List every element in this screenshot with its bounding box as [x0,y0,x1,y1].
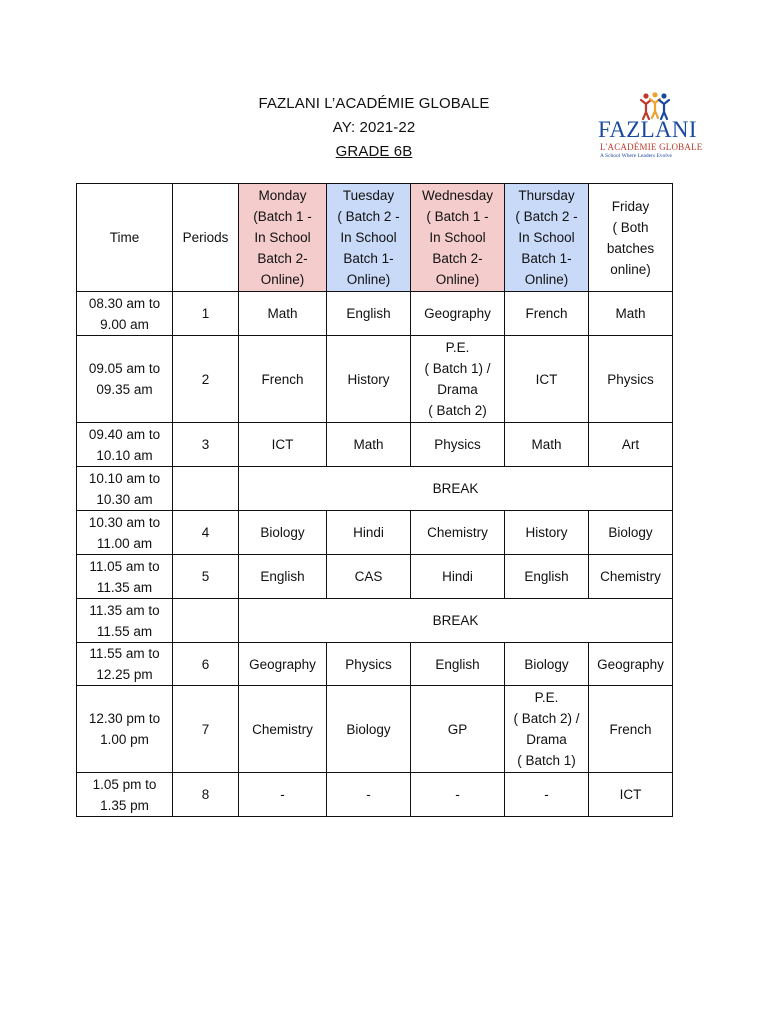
cell-line: Wednesday [421,188,494,203]
cell-line: Hindi [353,525,384,540]
thursday-cell [505,336,589,423]
cell-line: Biology [608,525,653,540]
table-row [77,511,673,555]
thursday-cell [505,555,589,599]
time-cell [77,467,173,511]
cell-line: 12.30 pm to [88,711,161,726]
header-monday [239,184,327,292]
time-cell [77,292,173,336]
logo-tagline: A School Where Leaders Evolve [600,153,672,159]
academic-year: AY: 2021-22 [332,119,416,136]
table-row [77,555,673,599]
cell-line: Geography [249,656,316,672]
figures-logo-icon [640,92,670,120]
wednesday-cell [411,686,505,773]
monday-cell [239,643,327,686]
header-time: Time [77,184,173,292]
cell-line: Drama [437,382,478,397]
cell-line: Tuesday [342,188,395,203]
cell-line: Batch 2- [432,251,483,266]
cell-line: Chemistry [252,721,313,737]
thursday-cell [505,773,589,817]
header-thursday [505,184,589,292]
cell-line: 10.10 am to [88,470,161,486]
cell-line: Online) [435,272,480,287]
period-cell [173,599,239,643]
thursday-cell [505,292,589,336]
cell-line: ICT [271,437,294,452]
cell-line: Online) [260,272,305,287]
time-cell [77,686,173,773]
tuesday-cell [327,511,411,555]
cell-line: Biology [524,656,569,672]
friday-cell [589,686,673,773]
cell-line: 09.40 am to [88,426,161,442]
wednesday-cell [411,555,505,599]
cell-line: French [525,306,568,321]
monday-cell [239,773,327,817]
cell-line: Online) [346,272,391,287]
cell-line: Math [267,306,298,321]
cell-line: In School [518,230,575,245]
period-cell: 5 [173,555,239,599]
monday-cell [239,555,327,599]
cell-line: 1.35 pm [100,797,149,813]
cell-line: History [347,371,390,387]
logo-subtitle: L'ACADÉMIE GLOBALE [600,142,703,152]
cell-line: P.E. [534,690,559,705]
friday-cell [589,773,673,817]
cell-line: Chemistry [600,569,661,584]
cell-line: 1.00 pm [100,732,149,747]
cell-line: French [261,371,304,387]
tuesday-cell [327,555,411,599]
cell-line: 11.55 am [96,623,153,639]
break-row [77,599,673,643]
cell-line: ICT [619,787,642,802]
cell-line: Drama [526,732,567,747]
table-row [77,336,673,423]
wednesday-cell [411,292,505,336]
cell-line: 11.05 am to [89,558,160,574]
cell-line: Biology [260,525,305,540]
break-cell: BREAK [239,599,673,643]
cell-line: online) [610,261,651,277]
cell-line: History [525,525,568,540]
time-cell [77,773,173,817]
cell-line: English [435,656,480,672]
cell-line: 1.05 pm to [92,776,157,792]
cell-line: - [366,787,371,802]
grade-title: GRADE 6B [335,143,413,160]
header-friday [589,184,673,292]
period-cell: 1 [173,292,239,336]
cell-line: In School [254,230,311,245]
wednesday-cell [411,423,505,467]
logo-brand-text: FAZLANI [598,117,697,142]
cell-line: 09.35 am [96,382,153,397]
time-cell [77,643,173,686]
cell-line: Chemistry [427,525,488,540]
cell-line: ( Batch 1) [517,753,576,768]
cell-line: 12.25 pm [96,667,153,682]
period-cell: 7 [173,686,239,773]
cell-line: 10.30 am to [88,514,161,530]
break-row [77,467,673,511]
wednesday-cell [411,643,505,686]
period-cell: 3 [173,423,239,467]
table-row [77,292,673,336]
cell-line: 11.00 am [96,535,153,551]
cell-line: 09.05 am to [88,361,161,376]
cell-line: 9.00 am [100,316,149,332]
cell-line: English [260,569,305,584]
cell-line: Physics [607,371,654,387]
cell-line: P.E. [445,340,470,355]
table-row [77,643,673,686]
cell-line: ( Batch 2 - [515,209,578,224]
cell-line: 08.30 am to [88,295,161,311]
monday-cell [239,336,327,423]
cell-line: GP [447,721,468,737]
cell-line: Hindi [442,569,473,584]
time-cell [77,599,173,643]
friday-cell [589,555,673,599]
wednesday-cell [411,336,505,423]
cell-line: Biology [346,721,391,737]
time-cell [77,555,173,599]
cell-line: ( Both [612,219,649,235]
monday-cell [239,423,327,467]
cell-line: 11.35 am to [89,602,160,618]
thursday-cell [505,423,589,467]
cell-line: Batch 1- [521,251,572,266]
cell-line: CAS [354,569,383,584]
school-logo [598,92,703,168]
cell-line: ( Batch 2 - [337,209,400,224]
wednesday-cell [411,511,505,555]
header-wednesday [411,184,505,292]
table-row [77,773,673,817]
thursday-cell [505,686,589,773]
table-row [77,686,673,773]
cell-line: ( Batch 1 - [426,209,489,224]
tuesday-cell [327,643,411,686]
table-row [77,423,673,467]
period-cell: 2 [173,336,239,423]
period-cell: 8 [173,773,239,817]
cell-line: Math [531,437,562,452]
tuesday-cell [327,336,411,423]
cell-line: Physics [434,437,481,452]
cell-line: (Batch 1 - [253,209,312,224]
cell-line: English [346,306,391,321]
cell-line: Batch 2- [257,251,308,266]
cell-line: ( Batch 2) / [513,711,580,726]
school-name: FAZLANI L’ACADÉMIE GLOBALE [258,95,490,112]
cell-line: Thursday [518,188,575,203]
cell-line: 11.35 am [96,579,153,595]
cell-line: Math [615,306,646,321]
cell-line: Geography [597,656,664,672]
friday-cell [589,511,673,555]
friday-cell [589,292,673,336]
period-cell: 6 [173,643,239,686]
friday-cell [589,423,673,467]
cell-line: - [544,787,549,802]
break-cell: BREAK [239,467,673,511]
monday-cell [239,686,327,773]
cell-line: 11.55 am to [89,646,160,661]
cell-line: In School [340,230,397,245]
cell-line: Online) [524,272,569,287]
timetable [76,183,673,817]
cell-line: ( Batch 2) [428,403,487,418]
cell-line: Geography [424,306,491,321]
friday-cell [589,643,673,686]
cell-line: Art [621,437,640,452]
header-periods: Periods [173,184,239,292]
thursday-cell [505,643,589,686]
monday-cell [239,292,327,336]
cell-line: Physics [345,656,392,672]
thursday-cell [505,511,589,555]
monday-cell [239,511,327,555]
cell-line: In School [429,230,486,245]
wednesday-cell [411,773,505,817]
tuesday-cell [327,773,411,817]
friday-cell [589,336,673,423]
cell-line: ( Batch 1) / [424,361,491,376]
cell-line: Monday [258,188,307,203]
tuesday-cell [327,423,411,467]
cell-line: English [524,569,569,584]
cell-line: ICT [535,371,558,387]
time-cell [77,423,173,467]
period-cell [173,467,239,511]
time-cell [77,336,173,423]
cell-line: - [280,787,285,802]
tuesday-cell [327,686,411,773]
tuesday-cell [327,292,411,336]
cell-line: batches [606,240,655,256]
cell-line: 10.30 am [96,491,153,507]
cell-line: French [609,721,652,737]
cell-line: Batch 1- [343,251,394,266]
cell-line: 10.10 am [96,447,153,463]
period-cell: 4 [173,511,239,555]
time-cell [77,511,173,555]
header-tuesday [327,184,411,292]
header-row [77,184,673,292]
cell-line: - [455,787,460,802]
cell-line: Friday [611,198,650,214]
cell-line: Math [353,437,384,452]
